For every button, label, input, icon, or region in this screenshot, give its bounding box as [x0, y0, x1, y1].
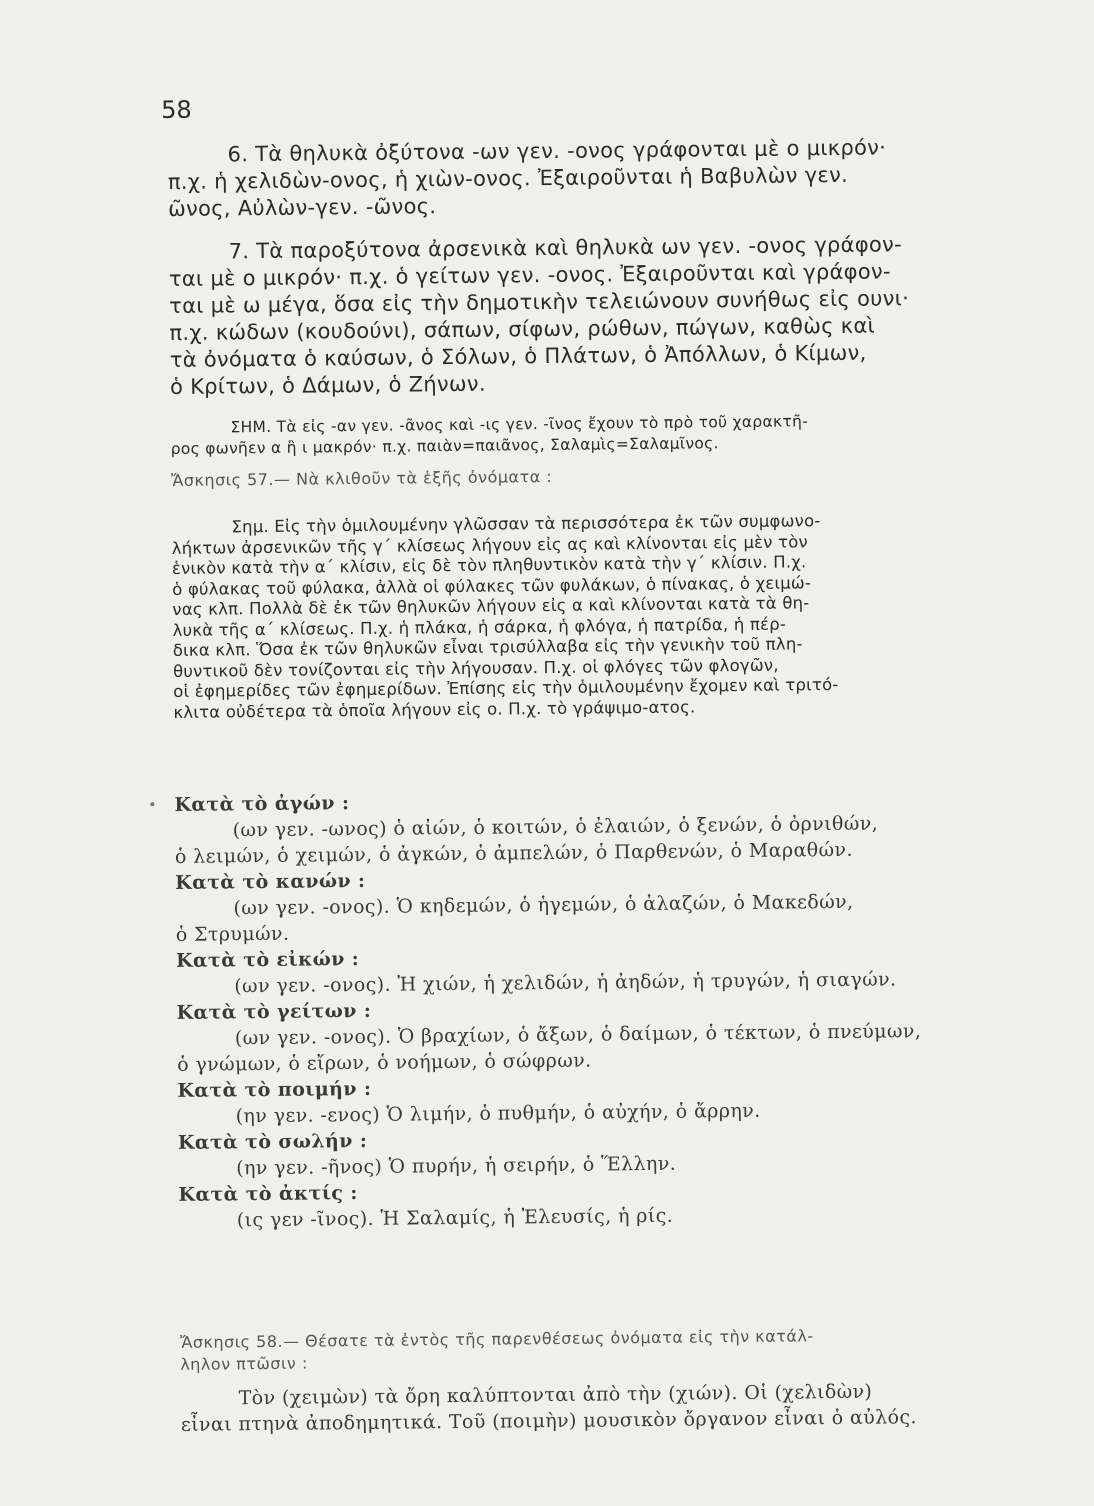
- text-line: Σημ. Εἰς τὴν ὁμιλουμένην γλῶσσαν τὰ περισσότερα ἐκ τῶν συμφωνο-: [231, 511, 821, 537]
- remark-shm: [170, 409, 1036, 460]
- text-line: νας κλπ. Πολλὰ δὲ ἐκ τῶν θηλυκῶν λήγουν εἰς α καὶ κλίνονται κατὰ τὰ θη-: [172, 593, 810, 619]
- text-line: π.χ. ἡ χελιδὼν-ονος, ἡ χιὼν-ονος. Ἐξαιροῦνται ἡ Βαβυλὼν γεν.: [167, 162, 849, 194]
- pattern-line: (ων γεν. -ονος). Ὁ βραχίων, ὁ ἄξων, ὁ δαίμων, ὁ τέκτων, ὁ πνεύμων,: [234, 1020, 922, 1050]
- text-line: λυκὰ τῆς α΄ κλίσεως. Π.χ. ἡ πλάκα, ἡ σάρκα, ἡ φλόγα, ἡ πατρίδα, ἡ πέρ-: [172, 614, 787, 640]
- pattern-line: (ων γεν. -ονος). Ἡ χιών, ἡ χελιδών, ἡ ἀηδών, ἡ τρυγών, ἡ σιαγών.: [234, 968, 897, 998]
- pattern-line: (ις γεν -ῖνος). Ἡ Σαλαμίς, ἡ Ἐλευσίς, ἡ ρίς.: [236, 1204, 674, 1232]
- grammar-note: [171, 509, 1039, 723]
- text-line: ΣΗΜ. Τὰ εἰς -αν γεν. -ᾶνος καὶ -ις γεν. -ῖνος ἔχουν τὸ πρὸ τοῦ χαρακτῆ-: [230, 412, 809, 437]
- text-line: θυντικοῦ δὲν τονίζονται εἰς τὴν λήγουσαν. Π.χ. οἱ φλόγες τῶν φλογῶν,: [172, 655, 779, 681]
- text-line: 6. Τὰ θηλυκὰ ὀξύτονα -ων γεν. -ονος γράφονται μὲ ο μικρόν·: [227, 135, 887, 167]
- text-line: 7. Τὰ παροξύτονα ἀρσενικὰ καὶ θηλυκὰ ων γεν. -ονος γράφον-: [228, 232, 903, 264]
- text-line: ληλον πτῶσιν :: [180, 1353, 308, 1374]
- pattern-line: (ων γεν. -ωνος) ὁ αἰών, ὁ κοιτών, ὁ ἐλαιών, ὁ ξενών, ὁ ὀρνιθών,: [232, 812, 879, 842]
- pattern-line: ὁ γνώμων, ὁ εἴρων, ὁ νοήμων, ὁ σώφρων.: [177, 1049, 592, 1076]
- declension-patterns: [174, 783, 1045, 1234]
- exercise-58-text: [180, 1377, 1046, 1438]
- text-line: ἑνικὸν κατὰ τὴν α΄ κλίσιν, εἰς δὲ τὸν πληθυντικὸν κατὰ τὴν γ΄ κλίσιν. Π.χ.: [171, 552, 807, 578]
- page-number: 58: [160, 95, 192, 125]
- pattern-heading: Κατὰ τὸ ποιμήν :: [177, 1077, 372, 1102]
- exercise-57: [171, 461, 1037, 492]
- text-line: π.χ. κώδων (κουδούνι), σάπων, σίφων, ρώθων, πώγων, καθὼς καὶ: [169, 313, 876, 345]
- pattern-heading: Κατὰ τὸ γείτων :: [176, 999, 372, 1024]
- pattern-line: ὁ Στρυμών.: [175, 922, 290, 946]
- margin-dot: [150, 802, 154, 806]
- pattern-heading: Κατὰ τὸ εἰκών :: [175, 948, 360, 972]
- text-line: λήκτων ἀρσενικῶν τῆς γ΄ κλίσεως λήγουν εἰς ας καὶ κλίνονται εἰς μὲν τὸν: [171, 531, 809, 558]
- pattern-heading: Κατὰ τὸ ἀκτίς :: [178, 1182, 358, 1206]
- text-line: ὁ φύλακας τοῦ φύλακα, ἀλλὰ οἱ φύλακες τῶν φυλάκων, ὁ πίνακας, ὁ χειμώ-: [172, 572, 812, 599]
- pattern-line: (ην γεν. -ῆνος) Ὁ πυρήν, ἡ σειρήν, ὁ Ἕλλην.: [236, 1152, 677, 1180]
- paragraph-6: [167, 133, 1034, 223]
- exercise-58: [180, 1323, 1046, 1376]
- text-line: ται μὲ ο μικρόν· π.χ. ὁ γείτων γεν. -ονος. Ἐξαιροῦνται καὶ γράφον-: [168, 259, 891, 291]
- pattern-line: (ων γεν. -ονος). Ὁ κηδεμών, ὁ ἡγεμών, ὁ ἀλαζών, ὁ Μακεδών,: [233, 890, 854, 920]
- pattern-line: ὁ λειμών, ὁ χειμών, ὁ ἀγκών, ὁ ἀμπελών, ὁ Παρθενών, ὁ Μαραθών.: [174, 838, 853, 868]
- text-line: τὰ ὀνόματα ὁ καύσων, ὁ Σόλων, ὁ Πλάτων, ὁ Ἀπόλλων, ὁ Κίμων,: [169, 340, 867, 372]
- pattern-heading: Κατὰ τὸ σωλήν :: [177, 1129, 368, 1154]
- paragraph-7: [168, 230, 1036, 401]
- text-line: κλιτα οὐδέτερα τὰ ὁποῖα λήγουν εἰς ο. Π.χ. τὸ γράψιμο-ατος.: [173, 696, 696, 722]
- text-line: Τὸν (χειμὼν) τὰ ὄρη καλύπτονται ἀπὸ τὴν (χιών). Οἱ (χελιδὼν): [238, 1380, 873, 1410]
- text-line: εἶναι πτηνὰ ἀποδημητικά. Τοῦ (ποιμὴν) μουσικὸν ὄργανον εἶναι ὁ αὐλός.: [180, 1406, 918, 1436]
- pattern-heading: Κατὰ τὸ ἀγών :: [174, 792, 350, 816]
- pattern-line: (ην γεν. -ενος) Ὁ λιμήν, ὁ πυθμήν, ὁ αὐχήν, ὁ ἄρρην.: [235, 1099, 761, 1128]
- exercise-title: Ἄσκησις 58.— Θέσατε τὰ ἐντὸς τῆς παρενθέσεως ὀνόματα εἰς τὴν κατάλ-: [179, 1326, 814, 1352]
- text-line: ῶνος, Αὐλὼν-γεν. -ῶνος.: [168, 194, 437, 221]
- text-line: ὁ Κρίτων, ὁ Δάμων, ὁ Ζήνων.: [169, 371, 486, 399]
- text-line: ται μὲ ω μέγα, ὅσα εἰς τὴν δημοτικὴν τελειώνουν συνήθως εἰς ουνι·: [169, 286, 910, 318]
- text-line: ρος φωνῆεν α ἢ ι μακρόν· π.χ. παιὰν=παιᾶνος, Σαλαμὶς=Σαλαμῖνος.: [170, 434, 719, 458]
- text-line: δικα κλπ. Ὅσα ἐκ τῶν θηλυκῶν εἶναι τρισύλλαβα εἰς τὴν γενικὴν τοῦ πλη-: [172, 634, 803, 660]
- text-line: οἱ ἐφημερίδες τῶν ἐφημερίδων. Ἐπίσης εἰς τὴν ὁμιλουμένην ἔχομεν καὶ τριτό-: [173, 674, 839, 701]
- pattern-heading: Κατὰ τὸ κανών :: [175, 869, 366, 894]
- exercise-title: Ἄσκησις 57.— Νὰ κλιθοῦν τὰ ἑξῆς ὀνόματα :: [170, 466, 553, 490]
